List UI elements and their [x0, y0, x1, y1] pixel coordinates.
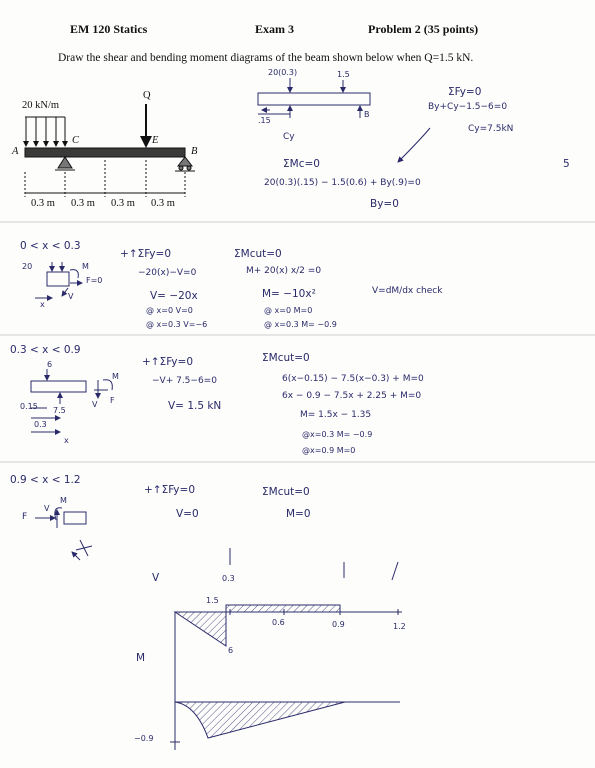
- sum-mc-title: ΣMc=0: [283, 158, 320, 170]
- s1-fbd-m: M: [82, 262, 89, 271]
- s1-check-note: V=dM/dx check: [372, 286, 443, 296]
- s2-v-result: V= 1.5 kN: [168, 400, 222, 412]
- s1-fbd-v: V: [68, 292, 74, 301]
- fbd-cy: Cy: [283, 132, 295, 142]
- section1-fbd: [35, 262, 82, 298]
- s3-fy-eq: V=0: [176, 508, 199, 520]
- point-a-label: A: [12, 146, 19, 157]
- s2-fbd-6: 6: [47, 360, 53, 369]
- sketch-t-09: 0.9: [332, 620, 345, 629]
- s1-m-title: ΣMcut=0: [234, 248, 282, 260]
- s1-v-check2: @ x=0.3 V=−6: [146, 320, 208, 329]
- s1-m-check1: @ x=0 M=0: [264, 306, 313, 315]
- s3-fbd-m: M: [60, 496, 67, 505]
- sketch-t-6: 6: [228, 646, 234, 655]
- sum-fy-eq: By+Cy−1.5−6=0: [428, 102, 508, 112]
- s1-m-eq: M+ 20(x) x/2 =0: [246, 266, 322, 276]
- course-title: EM 120 Statics: [70, 22, 148, 36]
- span-label: 0.3 m: [31, 198, 55, 209]
- point-c-label: C: [72, 135, 80, 146]
- s1-fy-eq: −20(x)−V=0: [138, 268, 197, 278]
- s1-fbd-load: 20: [22, 262, 33, 271]
- s1-fy-title: +↑ΣFy=0: [120, 248, 171, 260]
- s2-fbd-75: 7.5: [53, 406, 66, 415]
- fbd-top-sketch: [258, 78, 430, 162]
- sum-fy-title: ΣFy=0: [448, 86, 482, 98]
- sketch-m-label: M: [136, 652, 146, 664]
- sketch-t-12: 1.2: [393, 622, 406, 631]
- problem-prompt: Draw the shear and bending moment diagrams of the beam shown below when Q=1.5 kN.: [58, 52, 474, 64]
- q-label: Q: [143, 90, 151, 101]
- sketch-v-label: V: [152, 572, 160, 584]
- vm-diagram-sketch: [170, 548, 402, 750]
- s1-fbd-f: F=0: [86, 276, 103, 285]
- span-label: 0.3 m: [111, 198, 135, 209]
- s2-fbd-03: 0.3: [34, 420, 47, 429]
- s1-v-check1: @ x=0 V=0: [146, 306, 193, 315]
- sketch-t-neg09: −0.9: [134, 734, 154, 743]
- section3-range: 0.9 < x < 1.2: [10, 474, 81, 486]
- s3-fbd-f: F: [22, 512, 28, 522]
- span-label: 0.3 m: [151, 198, 175, 209]
- s2-fbd-015: 0.15: [20, 402, 38, 411]
- s2-fy-title: +↑ΣFy=0: [142, 356, 193, 368]
- sum-fy-result: Cy=7.5kN: [468, 124, 514, 134]
- beam-diagram: [25, 104, 198, 197]
- point-e-label: E: [152, 135, 159, 146]
- sketch-t-03: 0.3: [222, 574, 235, 583]
- section2-range: 0.3 < x < 0.9: [10, 344, 81, 356]
- s3-m-title: ΣMcut=0: [262, 486, 310, 498]
- sketch-t-06: 0.6: [272, 618, 285, 627]
- fbd-force1: 20(0.3): [268, 68, 298, 77]
- s3-fy-title: +↑ΣFy=0: [144, 484, 195, 496]
- fbd-dist: .15: [258, 116, 271, 125]
- s2-fbd-x: x: [64, 436, 69, 445]
- point-b-label: B: [191, 146, 198, 157]
- s2-fbd-f: F: [110, 396, 115, 405]
- s1-fbd-x: x: [40, 300, 45, 309]
- by-result: By=0: [370, 198, 399, 210]
- s2-m-result: M= 1.5x − 1.35: [300, 410, 372, 420]
- s3-fbd-v: V: [44, 504, 50, 513]
- s1-v-result: V= −20x: [150, 290, 198, 302]
- problem-title: Problem 2 (35 points): [368, 22, 479, 36]
- s2-m-check2: @x=0.9 M=0: [302, 446, 356, 455]
- s2-fbd-m: M: [112, 372, 119, 381]
- s2-fbd-v: V: [92, 400, 98, 409]
- margin-mark: 5: [563, 158, 570, 170]
- exam-title: Exam 3: [255, 22, 294, 36]
- sketch-t-15: 1.5: [206, 596, 219, 605]
- s1-m-result: M= −10x²: [262, 288, 316, 300]
- load-label: 20 kN/m: [22, 100, 60, 111]
- s2-fy-eq: −V+ 7.5−6=0: [152, 376, 217, 386]
- s2-m-check1: @x=0.3 M= −0.9: [302, 430, 373, 439]
- section1-range: 0 < x < 0.3: [20, 240, 81, 252]
- s2-m-eq2: 6x − 0.9 − 7.5x + 2.25 + M=0: [282, 391, 422, 401]
- fbd-b: B: [364, 110, 370, 119]
- section3-fbd: [35, 508, 92, 560]
- s2-m-title: ΣMcut=0: [262, 352, 310, 364]
- s2-m-eq1: 6(x−0.15) − 7.5(x−0.3) + M=0: [282, 374, 424, 384]
- s1-m-check2: @ x=0.3 M= −0.9: [264, 320, 337, 329]
- fbd-force2: 1.5: [337, 70, 350, 79]
- s3-m-eq: M=0: [286, 508, 311, 520]
- span-label: 0.3 m: [71, 198, 95, 209]
- sum-mc-eq: 20(0.3)(.15) − 1.5(0.6) + By(.9)=0: [264, 178, 421, 188]
